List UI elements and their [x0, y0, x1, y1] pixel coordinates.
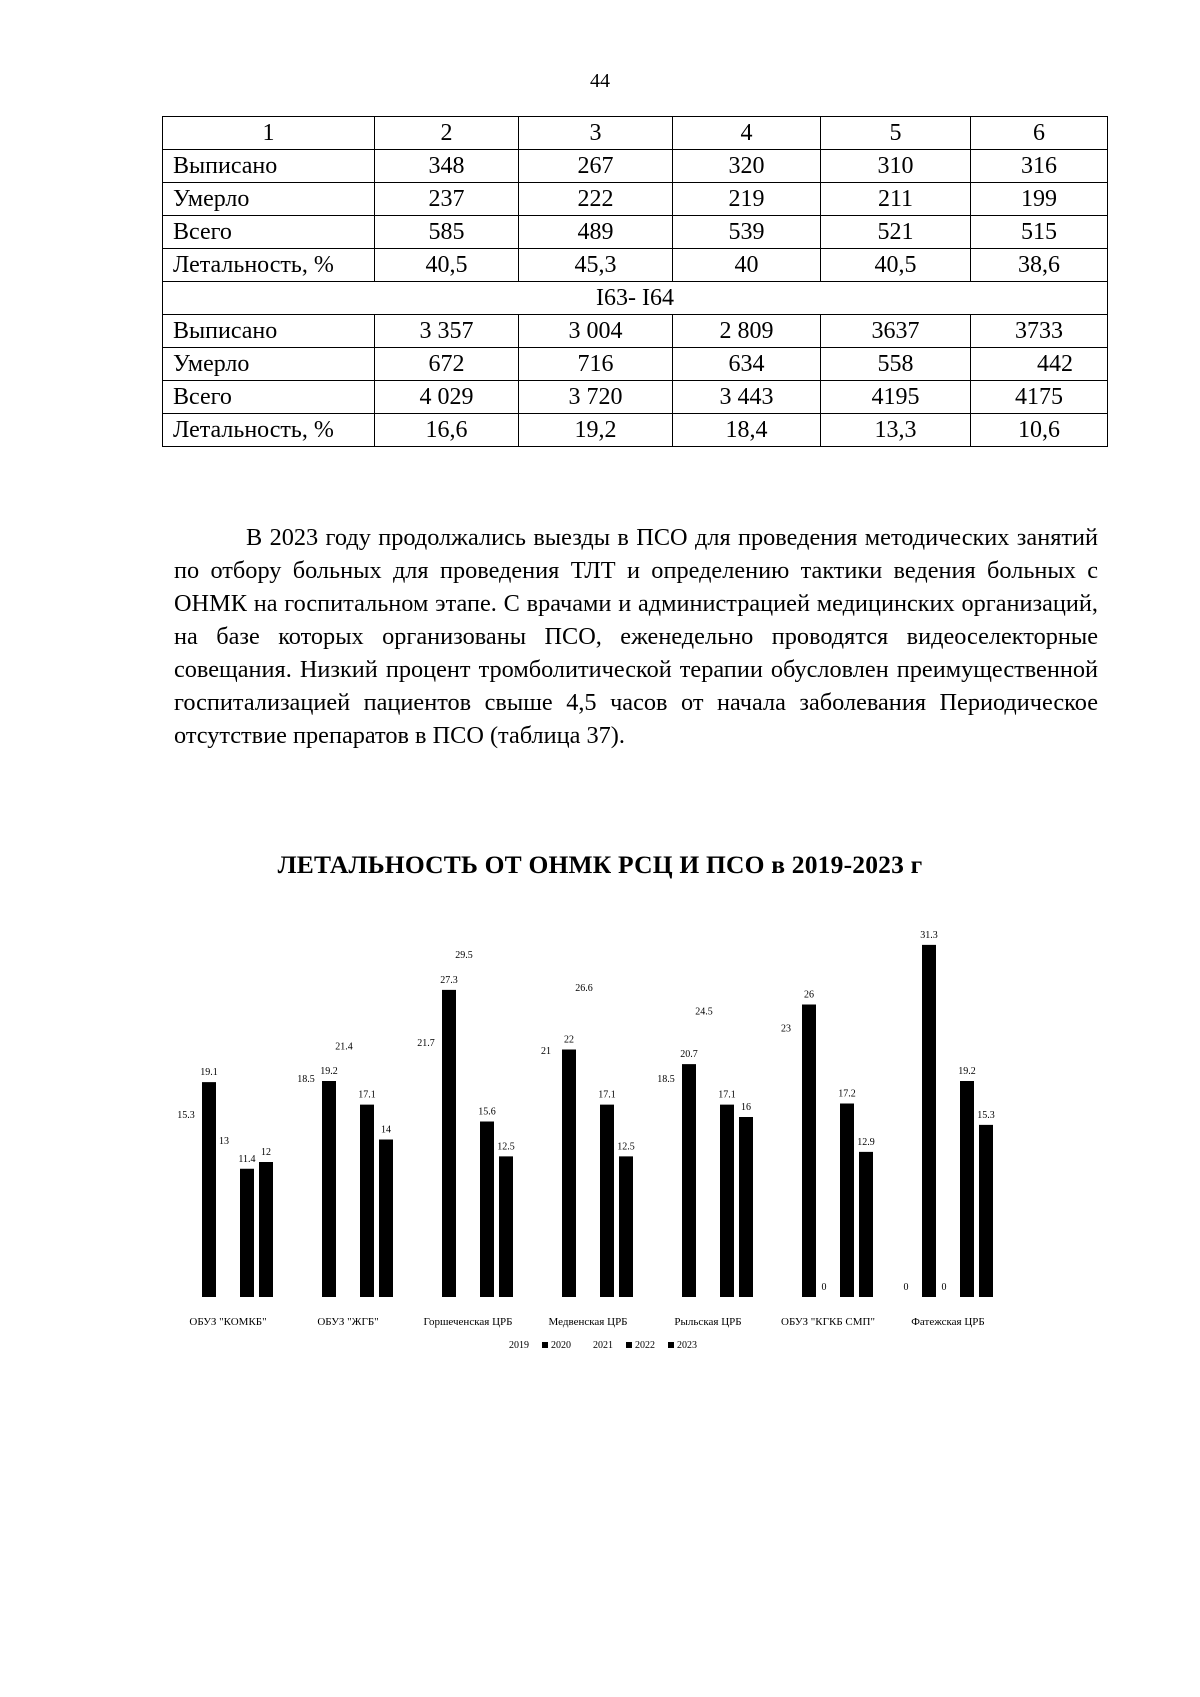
- data-label: 18.5: [297, 1073, 315, 1085]
- table-cell: 716: [519, 348, 673, 381]
- table-row: [163, 150, 1108, 183]
- table-cell: 199: [971, 183, 1108, 216]
- table-cell: 3 720: [519, 381, 673, 414]
- data-label: 23: [781, 1023, 791, 1035]
- table-header-cell: 3: [519, 117, 673, 150]
- bar-2022: [840, 1104, 854, 1298]
- row-label: Выписано: [163, 315, 375, 348]
- table-cell: 310: [821, 150, 971, 183]
- table-cell: 558: [821, 348, 971, 381]
- row-label: Всего: [163, 381, 375, 414]
- table-cell: 13,3: [821, 414, 971, 447]
- table-cell: 10,6: [971, 414, 1108, 447]
- table-cell: 40,5: [821, 249, 971, 282]
- category-label: Рыльская ЦРБ: [674, 1316, 742, 1328]
- row-label: Летальность, %: [163, 249, 375, 282]
- table-cell: 515: [971, 216, 1108, 249]
- data-label: 0: [941, 1282, 947, 1293]
- table-cell: 3637: [821, 315, 971, 348]
- table-cell: 320: [673, 150, 821, 183]
- table-cell: 4 029: [375, 381, 519, 414]
- table-cell: 3 443: [673, 381, 821, 414]
- bar-2020: [322, 1081, 336, 1297]
- body-paragraph: В 2023 году продолжались выезды в ПСО для проведения методических занятий по отбору больных для проведения ТЛТ и определению тактики ведения больных с ОНМК на госпитальном этапе. С врачами и администрацией медицинских организаций, на базе которых организованы ПСО, еженедельно проводятся видеоселекторные совещания. Низкий процент тромболитической терапии обусловлен преимущественной госпитализацией пациентов свыше 4,5 часов от начала заболевания Периодическое отсутствие препаратов в ПСО (таблица 37).: [174, 524, 1098, 749]
- legend-label: 2019: [509, 1340, 529, 1351]
- bar-2023: [739, 1117, 753, 1297]
- bar-2022: [960, 1081, 974, 1297]
- category-label: Горшеченская ЦРБ: [423, 1316, 513, 1328]
- bar-2023: [619, 1156, 633, 1297]
- data-label: 12.5: [497, 1141, 515, 1153]
- data-label: 12.5: [617, 1141, 635, 1153]
- table-header-cell: 1: [163, 117, 375, 150]
- data-label: 15.3: [177, 1109, 195, 1121]
- table-cell: 672: [375, 348, 519, 381]
- bar-2022: [720, 1105, 734, 1297]
- table-cell: 539: [673, 216, 821, 249]
- data-label: 22: [564, 1034, 574, 1046]
- data-label: 18.5: [657, 1073, 675, 1085]
- category-label: Медвенская ЦРБ: [548, 1316, 628, 1328]
- table-row: [163, 183, 1108, 216]
- table-cell: 634: [673, 348, 821, 381]
- data-label: 11.4: [238, 1153, 256, 1165]
- table-cell: 267: [519, 150, 673, 183]
- data-label: 0: [903, 1282, 909, 1293]
- table-header-row: [163, 117, 1108, 150]
- table-cell: 16,6: [375, 414, 519, 447]
- data-label: 19.2: [958, 1066, 976, 1077]
- table-cell: 489: [519, 216, 673, 249]
- table-cell: 442: [971, 348, 1108, 381]
- data-label: 17.2: [838, 1088, 856, 1100]
- table-cell: 3733: [971, 315, 1108, 348]
- table-cell: 19,2: [519, 414, 673, 447]
- category-label: ОБУЗ "КГКБ СМП": [781, 1316, 875, 1328]
- bar-2022: [360, 1105, 374, 1297]
- category-label: Фатежская ЦРБ: [911, 1316, 985, 1328]
- legend-label: 2020: [551, 1340, 571, 1351]
- row-label: Умерло: [163, 183, 375, 216]
- category-label: ОБУЗ "ЖГБ": [317, 1316, 379, 1328]
- data-label: 15.3: [977, 1109, 995, 1121]
- table-row: [163, 249, 1108, 282]
- data-label: 0: [821, 1282, 827, 1293]
- bar-2020: [682, 1064, 696, 1297]
- data-label: 12.9: [857, 1136, 875, 1148]
- table-cell: 2 809: [673, 315, 821, 348]
- bar-2020: [562, 1050, 576, 1298]
- table-cell: 237: [375, 183, 519, 216]
- bar-2022: [600, 1105, 614, 1297]
- table-cell: 316: [971, 150, 1108, 183]
- data-label: 19.2: [320, 1066, 338, 1077]
- row-label: Выписано: [163, 150, 375, 183]
- table-cell: 3 357: [375, 315, 519, 348]
- table-header-cell: 6: [971, 117, 1108, 150]
- table-cell: 521: [821, 216, 971, 249]
- data-label: 17.1: [598, 1089, 616, 1101]
- table-cell: 348: [375, 150, 519, 183]
- data-label: 20.7: [680, 1049, 698, 1061]
- row-label: Умерло: [163, 348, 375, 381]
- legend-swatch: [626, 1342, 632, 1348]
- table-cell: 45,3: [519, 249, 673, 282]
- bar-2023: [259, 1162, 273, 1297]
- legend-swatch: [668, 1342, 674, 1348]
- mortality-table: [162, 116, 1108, 447]
- section-row: [163, 282, 1108, 315]
- bar-2020: [442, 990, 456, 1297]
- table-cell: 4195: [821, 381, 971, 414]
- table-header-cell: 5: [821, 117, 971, 150]
- table-header-cell: 4: [673, 117, 821, 150]
- data-label: 27.3: [440, 974, 458, 986]
- data-label: 13: [219, 1135, 229, 1147]
- data-label: 12: [261, 1147, 271, 1158]
- data-label: 16: [741, 1102, 751, 1113]
- data-label: 26: [804, 989, 814, 1001]
- bar-2023: [859, 1152, 873, 1297]
- table-cell: 211: [821, 183, 971, 216]
- mortality-bar-chart: [150, 890, 1090, 1380]
- table-row: [163, 348, 1108, 381]
- bar-2023: [979, 1125, 993, 1297]
- table-cell: 4175: [971, 381, 1108, 414]
- data-label: 31.3: [920, 929, 938, 941]
- bar-2020: [922, 945, 936, 1297]
- chart-title: ЛЕТАЛЬНОСТЬ ОТ ОНМК РСЦ И ПСО в 2019-2023 г: [277, 850, 923, 879]
- table-row: [163, 381, 1108, 414]
- page-number: 44: [590, 70, 610, 92]
- bar-2023: [499, 1156, 513, 1297]
- bar-2023: [379, 1140, 393, 1298]
- legend-label: 2023: [677, 1340, 697, 1351]
- bar-2022: [240, 1169, 254, 1297]
- data-label: 19.1: [200, 1067, 218, 1079]
- data-label: 17.1: [358, 1089, 376, 1101]
- legend-label: 2022: [635, 1340, 655, 1351]
- data-label: 21.7: [417, 1037, 435, 1049]
- row-label: Летальность, %: [163, 414, 375, 447]
- data-label: 14: [381, 1124, 391, 1136]
- data-label: 17.1: [718, 1089, 736, 1101]
- table-cell: 219: [673, 183, 821, 216]
- data-label: 29.5: [455, 950, 473, 962]
- data-label: 26.6: [575, 982, 593, 994]
- table-cell: 3 004: [519, 315, 673, 348]
- table-cell: 38,6: [971, 249, 1108, 282]
- data-label: 15.6: [478, 1106, 496, 1118]
- legend-swatch: [542, 1342, 548, 1348]
- table-row: [163, 315, 1108, 348]
- table-header-cell: 2: [375, 117, 519, 150]
- table-cell: 585: [375, 216, 519, 249]
- data-label: 24.5: [695, 1006, 713, 1018]
- table-cell: 18,4: [673, 414, 821, 447]
- table-row: [163, 414, 1108, 447]
- category-label: ОБУЗ "КОМКБ": [189, 1316, 267, 1328]
- table-row: [163, 216, 1108, 249]
- legend-label: 2021: [593, 1340, 613, 1351]
- table-cell: 40,5: [375, 249, 519, 282]
- data-label: 21.4: [335, 1041, 353, 1053]
- bar-2020: [802, 1005, 816, 1298]
- section-label: I63- I64: [163, 282, 1108, 315]
- table-cell: 222: [519, 183, 673, 216]
- row-label: Всего: [163, 216, 375, 249]
- table-cell: 40: [673, 249, 821, 282]
- bar-2022: [480, 1122, 494, 1298]
- data-label: 21: [541, 1045, 551, 1057]
- bar-2020: [202, 1082, 216, 1297]
